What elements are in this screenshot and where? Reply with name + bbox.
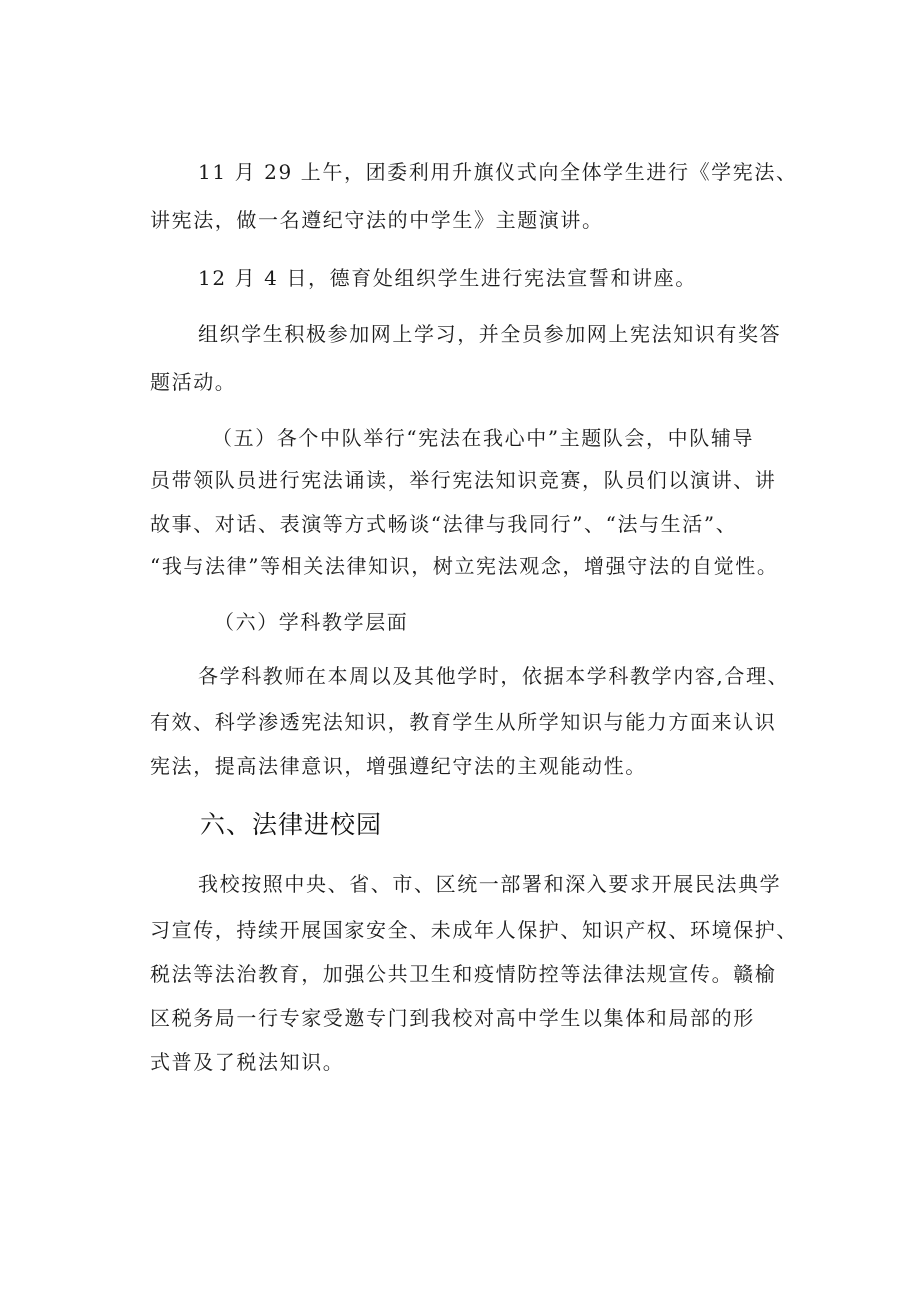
paragraph-4-line-2: 员带领队员进行宪法诵读，举行宪法知识竞赛，队员们以演讲、讲 [150, 468, 777, 492]
paragraph-6-line-3: 宪法，提高法律意识，增强遵纪守法的主观能动性。 [150, 754, 647, 778]
section-paragraph-line-1: 我校按照中央、省、市、区统一部署和深入要求开展民法典学 [198, 872, 782, 896]
paragraph-4-line-1: （五）各个中队举行“宪法在我心中”主题队会，中队辅导 [212, 426, 755, 450]
paragraph-1-line-2: 讲宪法，做一名遵纪守法的中学生》主题演讲。 [150, 208, 604, 232]
paragraph-5-line-1: （六）学科教学层面 [214, 610, 409, 634]
paragraph-6-line-1: 各学科教师在本周以及其他学时，依据本学科教学内容,合理、 [198, 664, 790, 688]
section-paragraph-line-5: 式普及了税法知识。 [150, 1050, 345, 1074]
paragraph-3-line-1: 组织学生积极参加网上学习，并全员参加网上宪法知识有奖答 [198, 322, 782, 346]
paragraph-2-line-1: 12 月 4 日，德育处组织学生进行宪法宣誓和讲座。 [198, 266, 697, 290]
paragraph-4-line-4: “我与法律”等相关法律知识，树立宪法观念，增强守法的自觉性。 [150, 554, 779, 578]
paragraph-3-line-2: 题活动。 [150, 370, 237, 394]
section-heading: 六、法律进校园 [200, 810, 383, 839]
paragraph-1-line-1: 11 月 29 上午，团委利用升旗仪式向全体学生进行《学宪法、 [198, 160, 798, 184]
section-paragraph-line-4: 区税务局一行专家受邀专门到我校对高中学生以集体和局部的形 [150, 1006, 755, 1030]
section-paragraph-line-2: 习宣传，持续开展国家安全、未成年人保护、知识产权、环境保护、 [150, 918, 798, 942]
section-paragraph-line-3: 税法等法治教育，加强公共卫生和疫情防控等法律法规宣传。赣榆 [150, 962, 777, 986]
paragraph-4-line-3: 故事、对话、表演等方式畅谈“法律与我同行”、“法与生活”、 [150, 512, 738, 536]
paragraph-6-line-2: 有效、科学渗透宪法知识，教育学生从所学知识与能力方面来认识 [150, 710, 777, 734]
